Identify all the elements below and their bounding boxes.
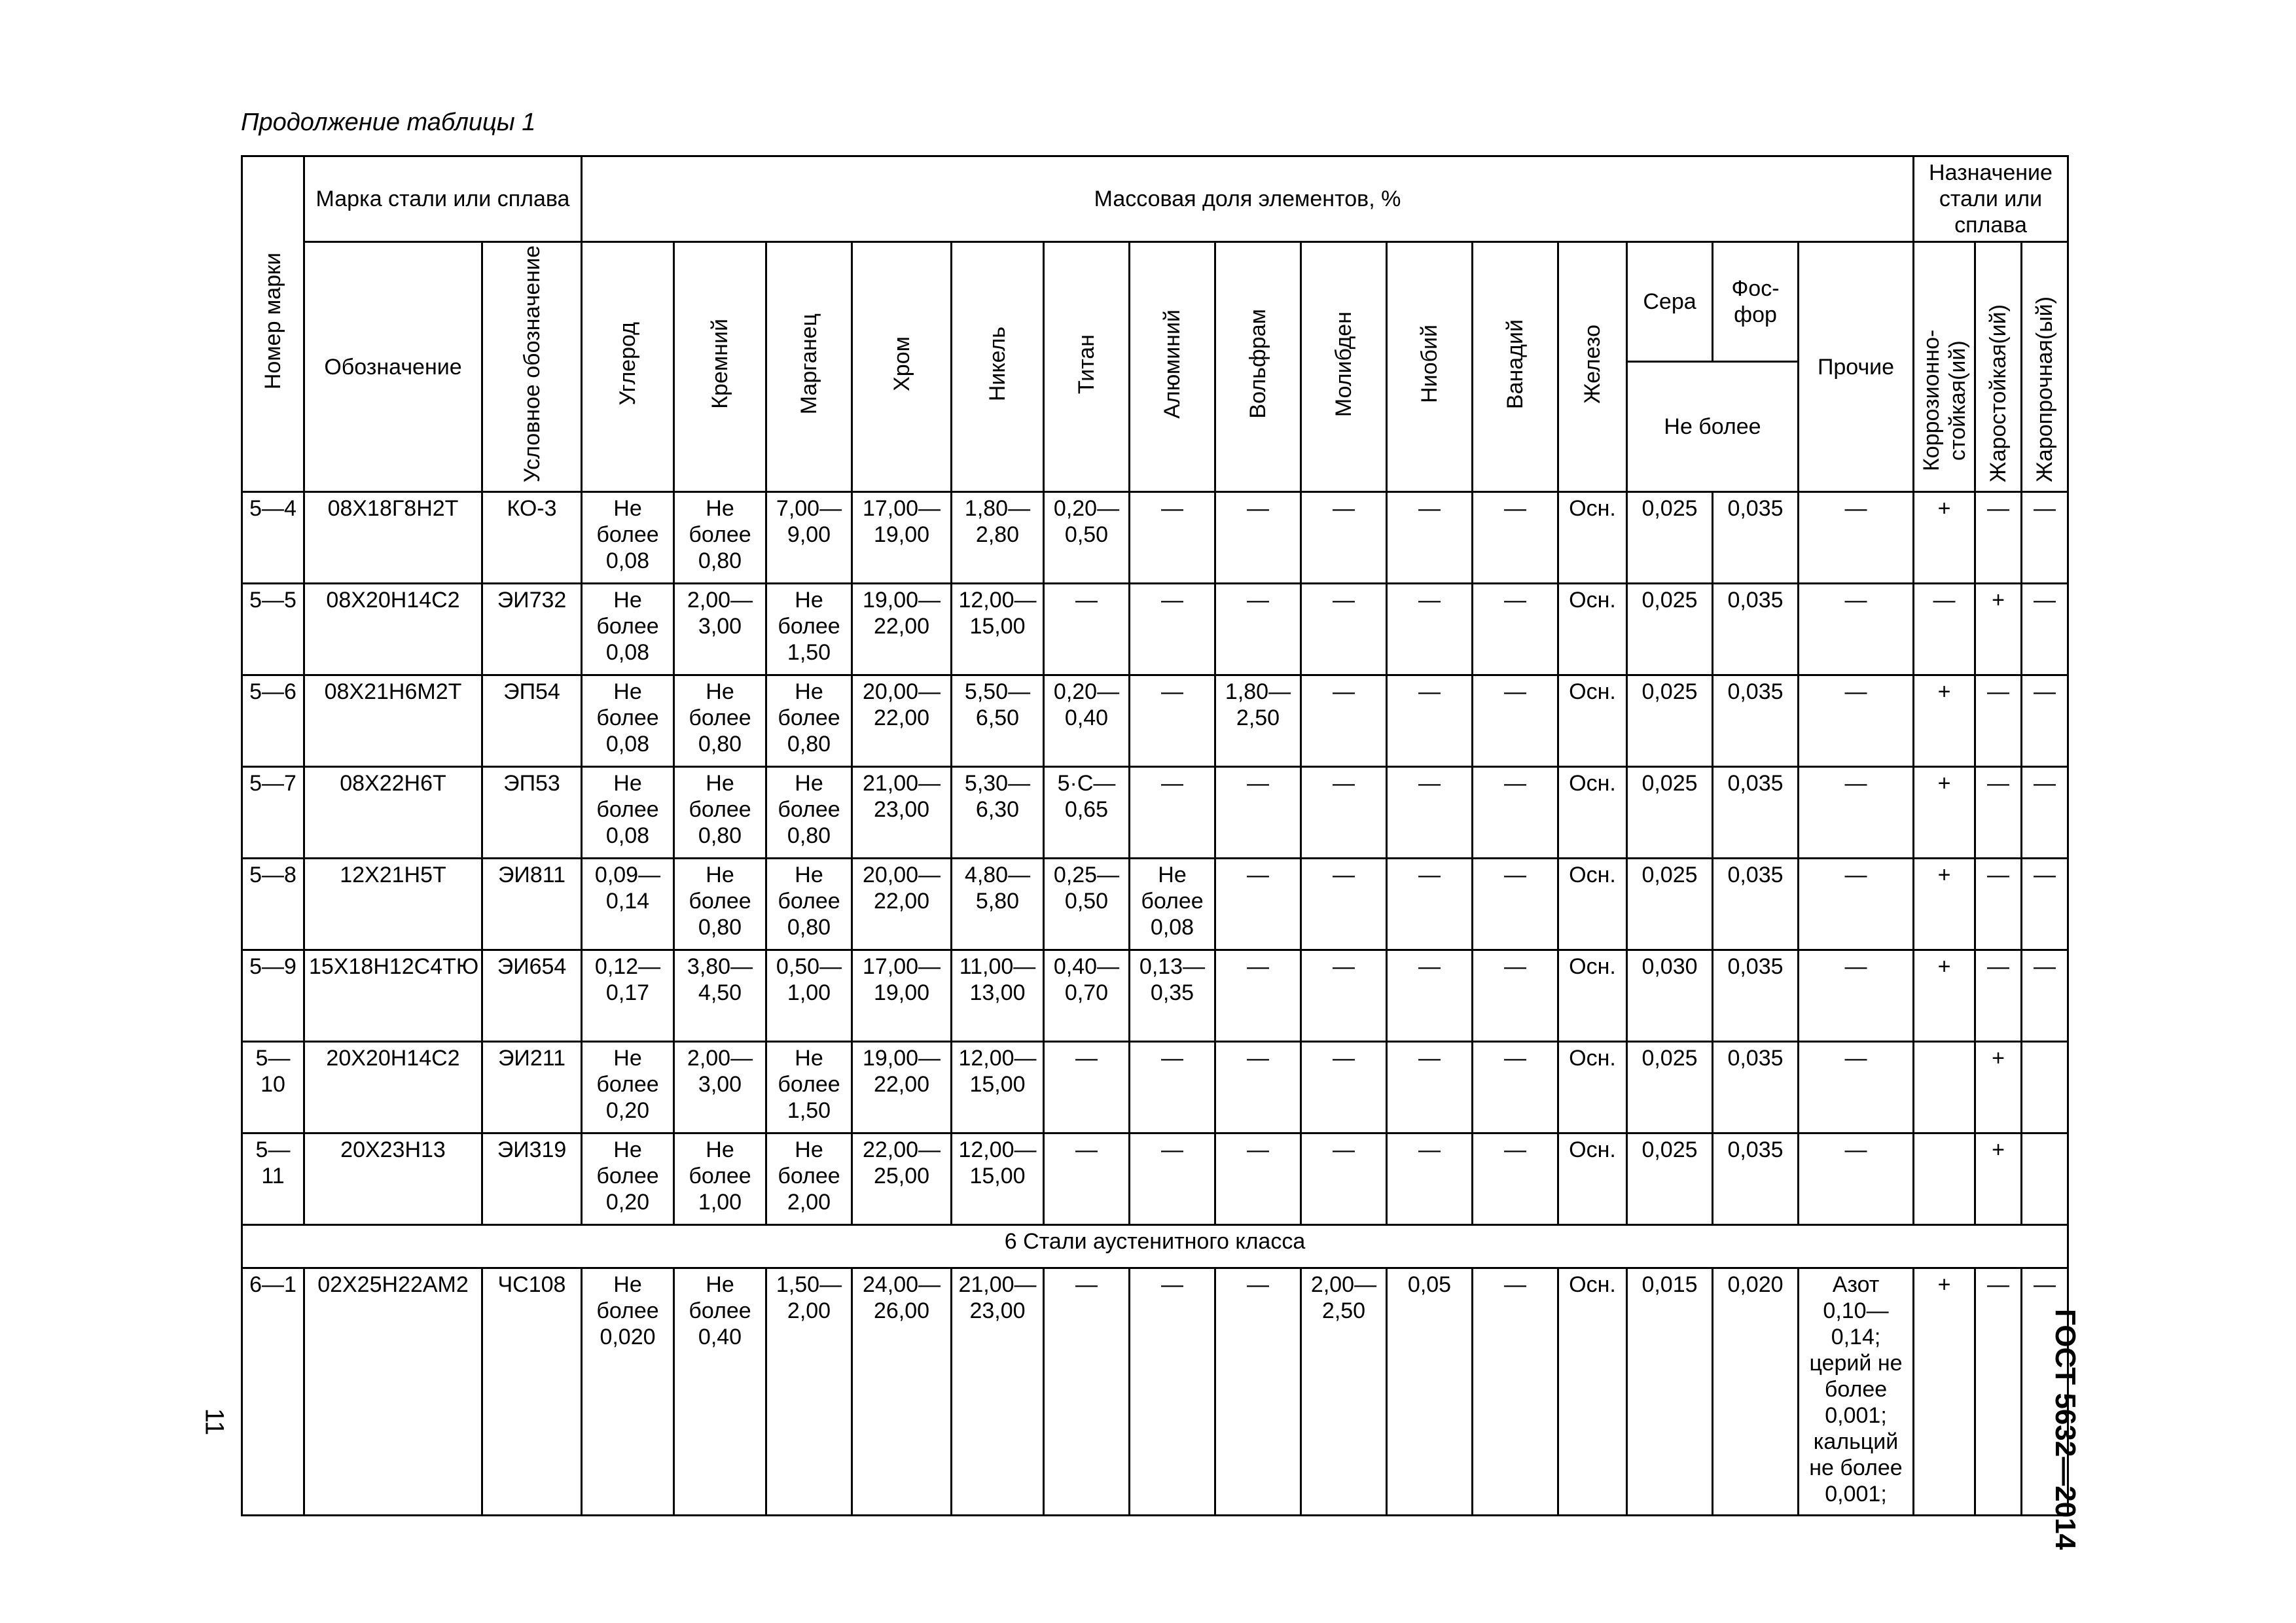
cell-cond: ЭИ811 (482, 859, 582, 950)
cell-al: 0,13— 0,35 (1130, 950, 1215, 1042)
cell-hs (2022, 1133, 2068, 1225)
cell-hr: — (1975, 675, 2022, 767)
cell-cr: 21,00— 23,00 (852, 767, 952, 859)
cell-s: 0,030 (1627, 950, 1713, 1042)
cell-cr: 20,00— 22,00 (852, 859, 952, 950)
cell-ti: 0,20— 0,40 (1044, 675, 1130, 767)
cell-nb: — (1387, 492, 1473, 584)
col-manganese-header: Марганец (766, 242, 852, 492)
col-titanium-header: Титан (1044, 242, 1130, 492)
cell-ni: 1,80— 2,80 (952, 492, 1044, 584)
cell-nb: — (1387, 675, 1473, 767)
cell-si: Не более 0,80 (674, 675, 766, 767)
table-row (242, 492, 2068, 584)
cell-cond: ЭИ732 (482, 584, 582, 675)
col-grade-header: Марка стали или сплава (304, 156, 582, 242)
cell-hs: — (2022, 675, 2068, 767)
cell-hr: + (1975, 1133, 2022, 1225)
cell-nb: — (1387, 1133, 1473, 1225)
cell-si: Не более 0,80 (674, 859, 766, 950)
table-row (242, 584, 2068, 675)
cell-p: 0,020 (1713, 1268, 1799, 1516)
cell-grade: 08Х22Н6Т (304, 767, 482, 859)
col-iron-header: Железо (1558, 242, 1627, 492)
cell-w: — (1215, 584, 1301, 675)
cell-grade: 08Х20Н14С2 (304, 584, 482, 675)
col-carbon-header: Углерод (582, 242, 674, 492)
cell-mn: Не более 1,50 (766, 1042, 852, 1133)
cell-ni: 5,30— 6,30 (952, 767, 1044, 859)
cell-mn: Не более 0,80 (766, 767, 852, 859)
cell-s: 0,025 (1627, 767, 1713, 859)
cell-mn: Не более 0,80 (766, 675, 852, 767)
cell-cond: ЭП54 (482, 675, 582, 767)
cell-other: — (1799, 767, 1914, 859)
cell-v: — (1473, 492, 1558, 584)
cell-num: 5—8 (242, 859, 304, 950)
cell-hs: — (2022, 950, 2068, 1042)
cell-corr (1914, 1133, 1975, 1225)
cell-other: Азот 0,10— 0,14; церий не более 0,001; кальций не более 0,001; (1799, 1268, 1914, 1516)
cell-cr: 20,00— 22,00 (852, 675, 952, 767)
cell-v: — (1473, 675, 1558, 767)
cell-mn: Не более 2,00 (766, 1133, 852, 1225)
table-row (242, 1042, 2068, 1133)
cell-corr: + (1914, 767, 1975, 859)
cell-num: 6—1 (242, 1268, 304, 1516)
cell-cr: 22,00— 25,00 (852, 1133, 952, 1225)
cell-hs: — (2022, 1268, 2068, 1516)
cell-al: Не более 0,08 (1130, 859, 1215, 950)
cell-mn: 0,50— 1,00 (766, 950, 852, 1042)
cell-fe: Осн. (1558, 767, 1627, 859)
cell-cond: ЭИ211 (482, 1042, 582, 1133)
cell-other: — (1799, 492, 1914, 584)
cell-al: — (1130, 1268, 1215, 1516)
col-niobium-header: Ниобий (1387, 242, 1473, 492)
cell-mo: — (1301, 675, 1387, 767)
cell-grade: 08Х21Н6М2Т (304, 675, 482, 767)
cell-cr: 17,00— 19,00 (852, 492, 952, 584)
col-purpose-header: Назначение стали или сплава (1914, 156, 2068, 242)
cell-grade: 20Х20Н14С2 (304, 1042, 482, 1133)
cell-mo: — (1301, 1133, 1387, 1225)
composition-table (241, 155, 2069, 1516)
cell-hs (2022, 1042, 2068, 1133)
cell-c: Не более 0,20 (582, 1133, 674, 1225)
col-phosphorus-header: Фос- фор (1713, 242, 1799, 362)
cell-p: 0,035 (1713, 584, 1799, 675)
cell-si: 3,80— 4,50 (674, 950, 766, 1042)
col-molybdenum-header: Молибден (1301, 242, 1387, 492)
col-designation-header: Обозначение (304, 242, 482, 492)
cell-cond: ЭИ319 (482, 1133, 582, 1225)
cell-c: Не более 0,08 (582, 767, 674, 859)
cell-grade: 20Х23Н13 (304, 1133, 482, 1225)
cell-ti: 0,20— 0,50 (1044, 492, 1130, 584)
cell-hr: — (1975, 492, 2022, 584)
table-body (242, 492, 2068, 1516)
cell-fe: Осн. (1558, 950, 1627, 1042)
col-chromium-header: Хром (852, 242, 952, 492)
col-corrosion-header: Коррозионно-стойкая(ий) (1914, 242, 1975, 492)
cell-al: — (1130, 492, 1215, 584)
col-silicon-header: Кремний (674, 242, 766, 492)
cell-w: 1,80— 2,50 (1215, 675, 1301, 767)
cell-corr: + (1914, 859, 1975, 950)
cell-w: — (1215, 1268, 1301, 1516)
cell-si: Не более 0,80 (674, 492, 766, 584)
cell-p: 0,035 (1713, 675, 1799, 767)
cell-p: 0,035 (1713, 1133, 1799, 1225)
col-tungsten-header: Вольфрам (1215, 242, 1301, 492)
cell-hs: — (2022, 584, 2068, 675)
cell-mn: 1,50— 2,00 (766, 1268, 852, 1516)
cell-ni: 5,50— 6,50 (952, 675, 1044, 767)
cell-s: 0,025 (1627, 675, 1713, 767)
col-conventional-header: Условное обозначение (482, 242, 582, 492)
cell-ti: — (1044, 1133, 1130, 1225)
cell-hr: — (1975, 767, 2022, 859)
cell-al: — (1130, 1133, 1215, 1225)
cell-cond: ЭП53 (482, 767, 582, 859)
cell-v: — (1473, 767, 1558, 859)
cell-v: — (1473, 859, 1558, 950)
cell-fe: Осн. (1558, 1133, 1627, 1225)
cell-ni: 11,00— 13,00 (952, 950, 1044, 1042)
table-caption: Продолжение таблицы 1 (241, 109, 536, 136)
cell-nb: — (1387, 1042, 1473, 1133)
col-vanadium-header: Ванадий (1473, 242, 1558, 492)
table-row (242, 1133, 2068, 1225)
table-row (242, 767, 2068, 859)
cell-grade: 12Х21Н5Т (304, 859, 482, 950)
cell-mo: — (1301, 767, 1387, 859)
cell-corr: — (1914, 584, 1975, 675)
cell-cr: 24,00— 26,00 (852, 1268, 952, 1516)
cell-cr: 19,00— 22,00 (852, 1042, 952, 1133)
cell-other: — (1799, 1042, 1914, 1133)
table-row (242, 1268, 2068, 1516)
cell-al: — (1130, 767, 1215, 859)
col-sulfur-header: Сера (1627, 242, 1713, 362)
cell-fe: Осн. (1558, 584, 1627, 675)
cell-num: 5—11 (242, 1133, 304, 1225)
cell-mn: Не более 1,50 (766, 584, 852, 675)
cell-p: 0,035 (1713, 950, 1799, 1042)
cell-ti: — (1044, 1268, 1130, 1516)
cell-hr: + (1975, 1042, 2022, 1133)
cell-grade: 02Х25Н22АМ2 (304, 1268, 482, 1516)
cell-cr: 19,00— 22,00 (852, 584, 952, 675)
cell-corr (1914, 1042, 1975, 1133)
col-number-header: Номер марки (242, 156, 304, 492)
cell-mn: Не более 0,80 (766, 859, 852, 950)
table-row (242, 950, 2068, 1042)
cell-fe: Осн. (1558, 675, 1627, 767)
cell-c: Не более 0,20 (582, 1042, 674, 1133)
cell-other: — (1799, 950, 1914, 1042)
cell-si: 2,00— 3,00 (674, 584, 766, 675)
cell-mo: — (1301, 1042, 1387, 1133)
cell-v: — (1473, 950, 1558, 1042)
cell-p: 0,035 (1713, 859, 1799, 950)
cell-other: — (1799, 584, 1914, 675)
cell-s: 0,025 (1627, 1133, 1713, 1225)
cell-corr: + (1914, 675, 1975, 767)
cell-ni: 12,00— 15,00 (952, 584, 1044, 675)
cell-v: — (1473, 584, 1558, 675)
cell-al: — (1130, 1042, 1215, 1133)
cell-hr: — (1975, 859, 2022, 950)
cell-num: 5—5 (242, 584, 304, 675)
col-heat-resistant-header: Жаростойкая(ий) (1975, 242, 2022, 492)
cell-al: — (1130, 584, 1215, 675)
table-row (242, 859, 2068, 950)
cell-mo: — (1301, 492, 1387, 584)
cell-ti: 5·C— 0,65 (1044, 767, 1130, 859)
cell-c: Не более 0,020 (582, 1268, 674, 1516)
cell-v: — (1473, 1042, 1558, 1133)
cell-ti: — (1044, 584, 1130, 675)
cell-nb: — (1387, 767, 1473, 859)
cell-nb: — (1387, 950, 1473, 1042)
cell-si: Не более 1,00 (674, 1133, 766, 1225)
cell-w: — (1215, 1042, 1301, 1133)
cell-hs: — (2022, 492, 2068, 584)
cell-other: — (1799, 859, 1914, 950)
cell-fe: Осн. (1558, 492, 1627, 584)
cell-corr: + (1914, 950, 1975, 1042)
cell-cr: 17,00— 19,00 (852, 950, 952, 1042)
cell-num: 5—9 (242, 950, 304, 1042)
cell-num: 5—7 (242, 767, 304, 859)
col-nickel-header: Никель (952, 242, 1044, 492)
cell-si: Не более 0,40 (674, 1268, 766, 1516)
cell-cond: КО-3 (482, 492, 582, 584)
cell-c: 0,09— 0,14 (582, 859, 674, 950)
cell-al: — (1130, 675, 1215, 767)
cell-fe: Осн. (1558, 1268, 1627, 1516)
section-row (242, 1225, 2068, 1268)
cell-corr: + (1914, 1268, 1975, 1516)
cell-w: — (1215, 859, 1301, 950)
cell-w: — (1215, 767, 1301, 859)
section-title: 6 Стали аустенитного класса (242, 1225, 2068, 1268)
cell-s: 0,025 (1627, 1042, 1713, 1133)
cell-fe: Осн. (1558, 1042, 1627, 1133)
cell-nb: 0,05 (1387, 1268, 1473, 1516)
cell-p: 0,035 (1713, 492, 1799, 584)
cell-cond: ЭИ654 (482, 950, 582, 1042)
cell-w: — (1215, 492, 1301, 584)
cell-ti: 0,25— 0,50 (1044, 859, 1130, 950)
col-heat-strong-header: Жаропрочная(ый) (2022, 242, 2068, 492)
standard-id: ГОСТ 5632—2014 (2049, 1309, 2081, 1550)
cell-other: — (1799, 1133, 1914, 1225)
cell-s: 0,025 (1627, 859, 1713, 950)
cell-fe: Осн. (1558, 859, 1627, 950)
cell-ti: 0,40— 0,70 (1044, 950, 1130, 1042)
cell-num: 5—6 (242, 675, 304, 767)
cell-c: Не более 0,08 (582, 675, 674, 767)
cell-hs: — (2022, 859, 2068, 950)
cell-w: — (1215, 1133, 1301, 1225)
cell-nb: — (1387, 859, 1473, 950)
table-row (242, 675, 2068, 767)
cell-mn: 7,00— 9,00 (766, 492, 852, 584)
cell-mo: 2,00— 2,50 (1301, 1268, 1387, 1516)
cell-num: 5—4 (242, 492, 304, 584)
cell-mo: — (1301, 859, 1387, 950)
cell-grade: 15Х18Н12С4ТЮ (304, 950, 482, 1042)
cell-mo: — (1301, 950, 1387, 1042)
cell-c: Не более 0,08 (582, 492, 674, 584)
cell-hs: — (2022, 767, 2068, 859)
cell-c: Не более 0,08 (582, 584, 674, 675)
cell-c: 0,12— 0,17 (582, 950, 674, 1042)
cell-p: 0,035 (1713, 767, 1799, 859)
cell-ni: 12,00— 15,00 (952, 1133, 1044, 1225)
cell-other: — (1799, 675, 1914, 767)
cell-num: 5—10 (242, 1042, 304, 1133)
cell-si: Не более 0,80 (674, 767, 766, 859)
cell-ni: 12,00— 15,00 (952, 1042, 1044, 1133)
cell-ni: 21,00— 23,00 (952, 1268, 1044, 1516)
cell-grade: 08Х18Г8Н2Т (304, 492, 482, 584)
cell-corr: + (1914, 492, 1975, 584)
cell-si: 2,00— 3,00 (674, 1042, 766, 1133)
cell-mo: — (1301, 584, 1387, 675)
cell-s: 0,015 (1627, 1268, 1713, 1516)
cell-p: 0,035 (1713, 1042, 1799, 1133)
col-aluminum-header: Алюминий (1130, 242, 1215, 492)
col-not-more-header: Не более (1627, 362, 1799, 492)
cell-hr: — (1975, 950, 2022, 1042)
cell-nb: — (1387, 584, 1473, 675)
cell-w: — (1215, 950, 1301, 1042)
col-mass-fraction-header: Массовая доля элементов, % (582, 156, 1914, 242)
cell-ni: 4,80— 5,80 (952, 859, 1044, 950)
col-other-header: Прочие (1799, 242, 1914, 492)
cell-cond: ЧС108 (482, 1268, 582, 1516)
cell-v: — (1473, 1133, 1558, 1225)
cell-v: — (1473, 1268, 1558, 1516)
cell-s: 0,025 (1627, 492, 1713, 584)
cell-s: 0,025 (1627, 584, 1713, 675)
cell-hr: — (1975, 1268, 2022, 1516)
cell-hr: + (1975, 584, 2022, 675)
cell-ti: — (1044, 1042, 1130, 1133)
page-number: 11 (200, 1408, 229, 1436)
